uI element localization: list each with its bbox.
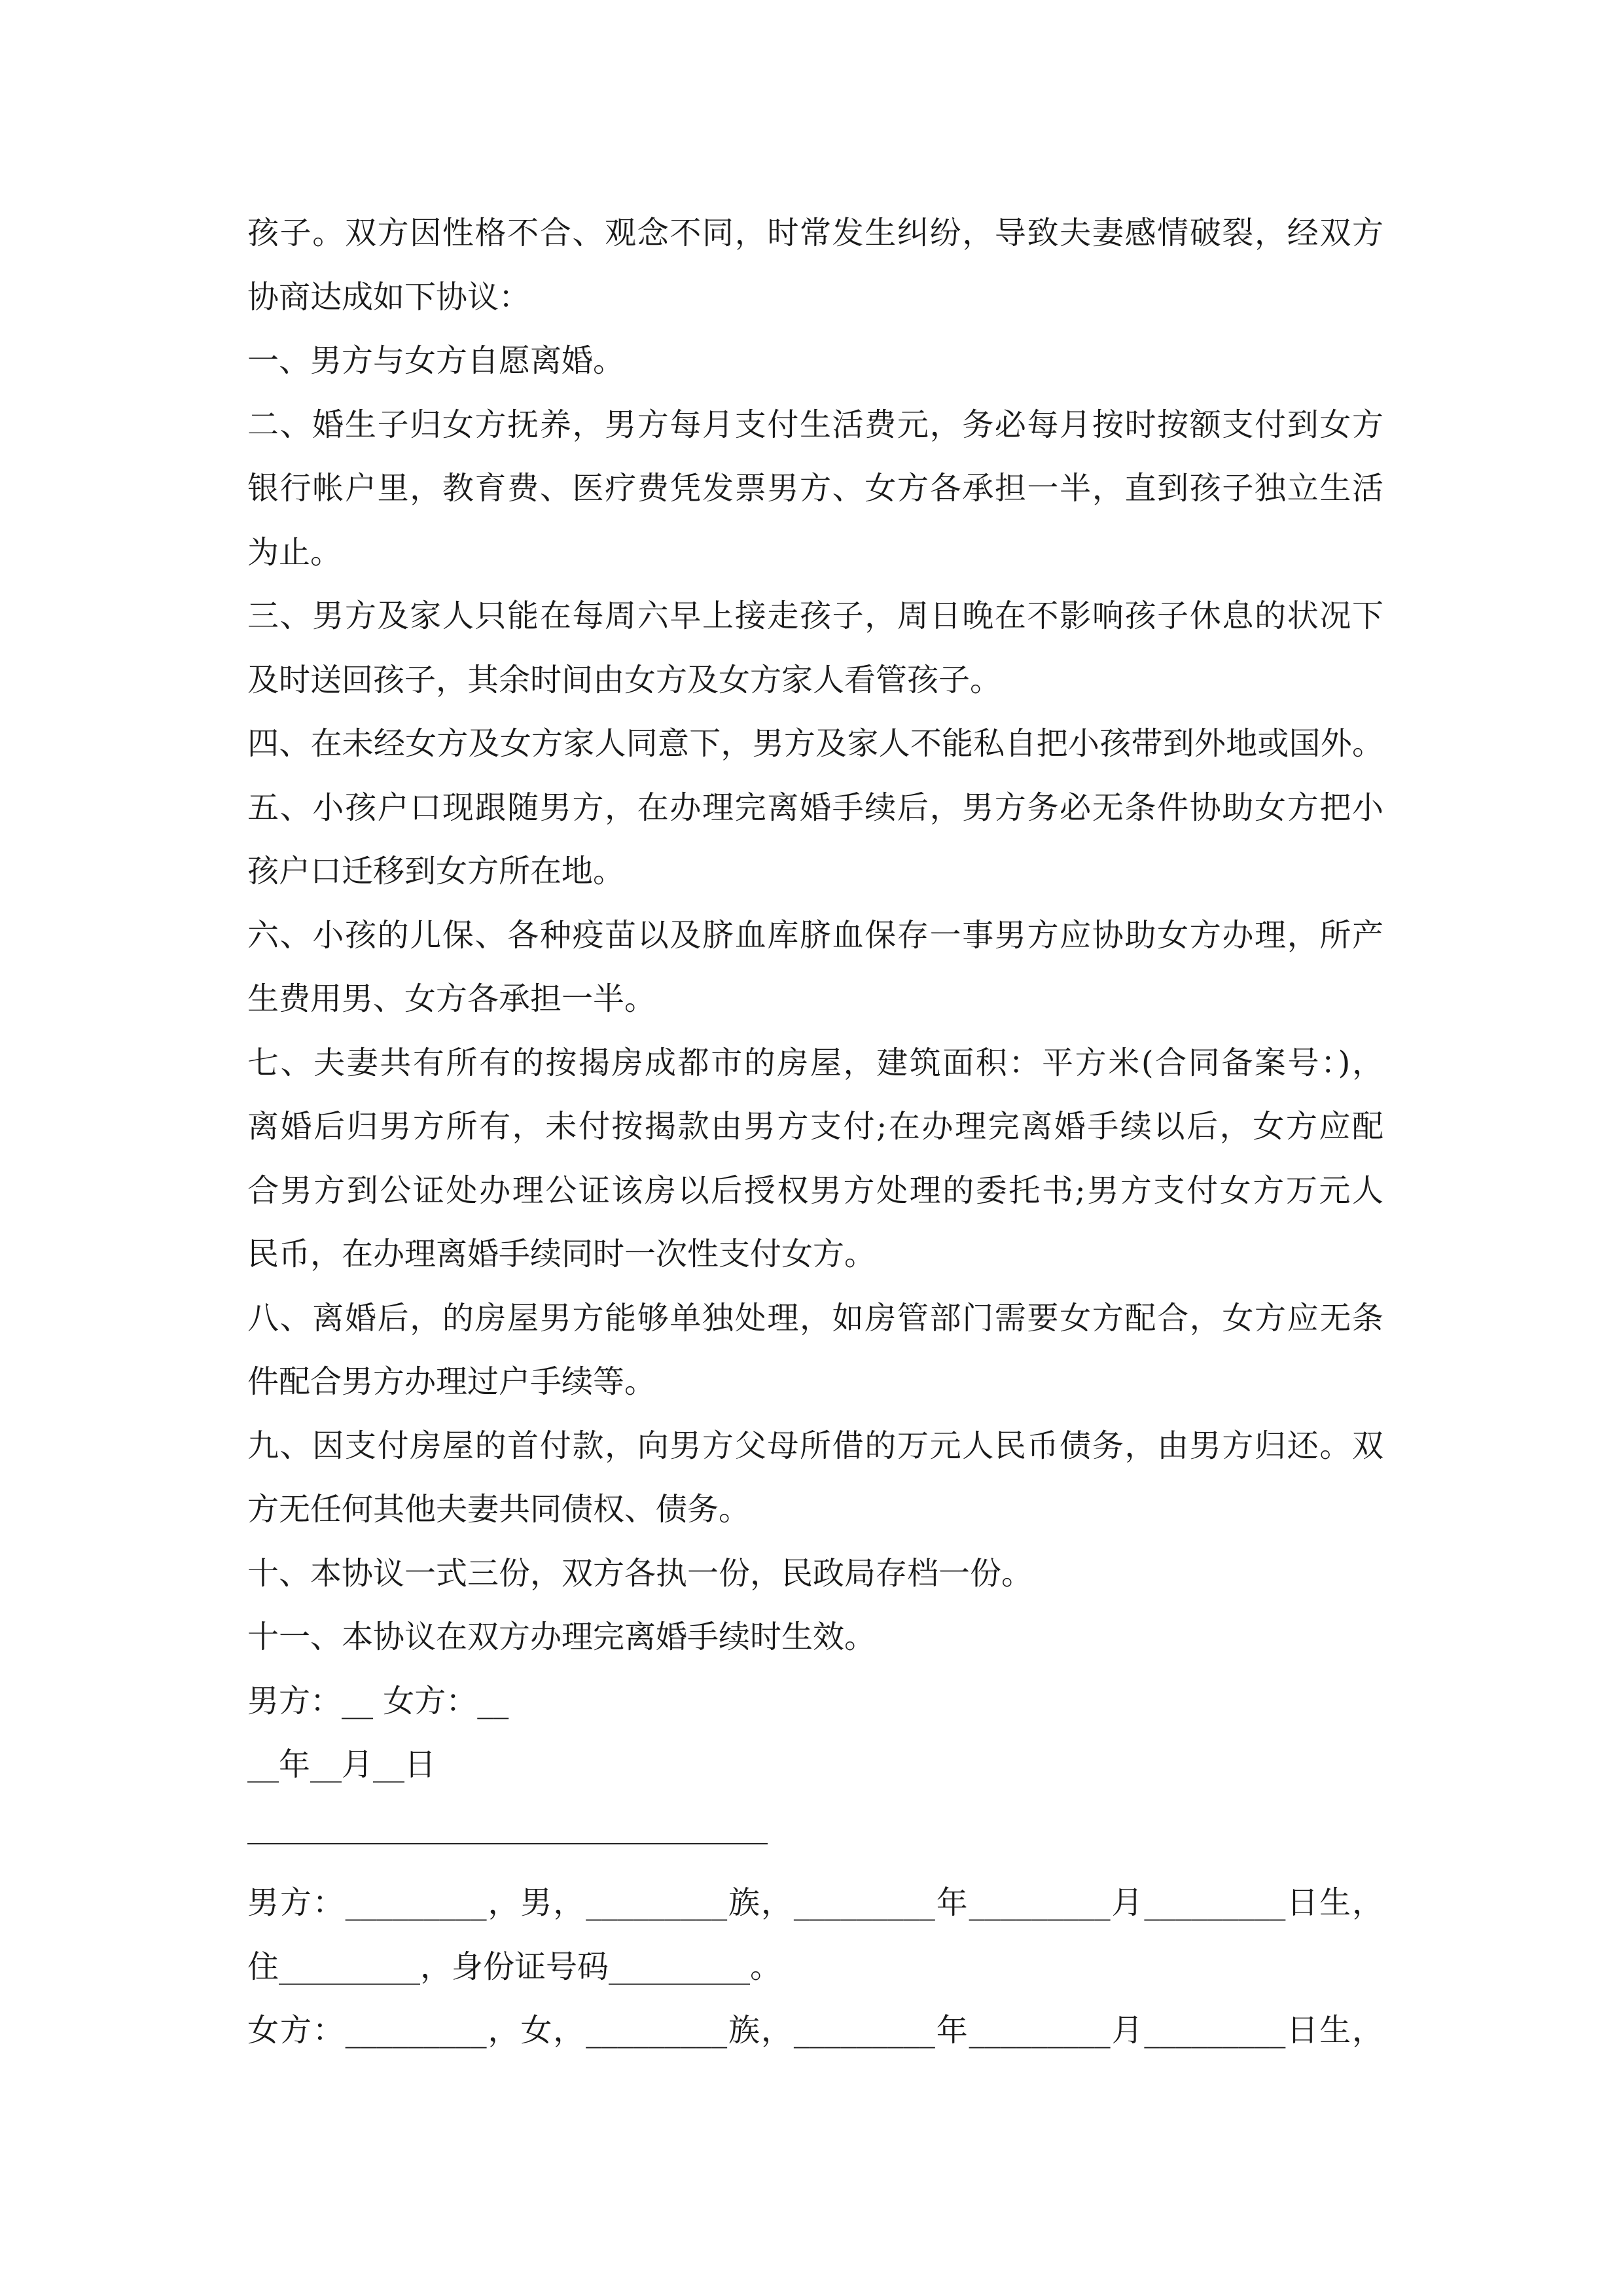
clause-line: 男方：__ 女方：__ (247, 1682, 509, 1719)
clause-line: 八、离婚后，的房屋男方能够单独处理，如房管部门需要女方配合，女方应无条 (247, 1299, 1383, 1336)
agreement-body (247, 202, 1383, 2063)
clause-line: 二、婚生子归女方抚养，男方每月支付生活费元，务必每月按时按额支付到女方 (247, 406, 1383, 443)
clause-line: __年__月__日 (247, 1746, 437, 1783)
party-info-form (247, 1871, 1383, 2063)
clause-line: 三、男方及家人只能在每周六早上接走孩子，周日晚在不影响孩子休息的状况下 (247, 598, 1383, 634)
clause-line: 方无任何其他夫妻共同债权、债务。 (247, 1491, 751, 1528)
clause-line: 为止。 (247, 533, 342, 571)
clause-line: 九、因支付房屋的首付款，向男方父母所借的万元人民币债务，由男方归还。双 (247, 1427, 1383, 1464)
clause-line: 孩户口迁移到女方所在地。 (247, 853, 625, 889)
separator-rule (247, 1843, 768, 1844)
clause-line: 五、小孩户口现跟随男方，在办理完离婚手续后，男方务必无条件协助女方把小 (247, 789, 1383, 826)
agreement-clauses (247, 202, 1383, 1797)
clause-line: 民币，在办理离婚手续同时一次性支付女方。 (247, 1236, 876, 1272)
clause-line: 离婚后归男方所有，未付按揭款由男方支付;在办理完离婚手续以后，女方应配 (247, 1108, 1383, 1145)
clause-line: 协商达成如下协议： (247, 278, 531, 315)
clause-line: 生费用男、女方各承担一半。 (247, 980, 656, 1017)
clause-line: 四、在未经女方及女方家人同意下，男方及家人不能私自把小孩带到外地或国外。 (247, 725, 1383, 762)
clause-line: 六、小孩的儿保、各种疫苗以及脐血库脐血保存一事男方应协助女方办理，所产 (247, 916, 1383, 954)
clause-line: 十、本协议一式三份，双方各执一份，民政局存档一份。 (247, 1554, 1033, 1592)
form-line: 住_________，身份证号码_________。 (247, 1948, 782, 1985)
clause-line: 孩子。双方因性格不合、观念不同，时常发生纠纷，导致夫妻感情破裂，经双方 (247, 215, 1383, 251)
clause-line: 银行帐户里，教育费、医疗费凭发票男方、女方各承担一半，直到孩子独立生活 (247, 470, 1383, 507)
clause-line: 一、男方与女方自愿离婚。 (247, 342, 625, 379)
separator-gap (247, 1861, 1383, 1871)
clause-line: 及时送回孩子，其余时间由女方及女方家人看管孩子。 (247, 661, 1002, 698)
clause-line: 件配合男方办理过户手续等。 (247, 1363, 656, 1400)
clause-line: 合男方到公证处办理公证该房以后授权男方处理的委托书;男方支付女方万元人 (247, 1172, 1383, 1209)
form-line: 男方：_________，男，_________族，_________年_________月_________日生， (247, 1884, 1383, 1921)
form-line: 女方：_________，女，_________族，_________年_________月_________日生， (247, 2012, 1383, 2049)
clause-line: 七、夫妻共有所有的按揭房成都市的房屋，建筑面积：平方米(合同备案号：)， (247, 1044, 1383, 1081)
clause-line: 十一、本协议在双方办理完离婚手续时生效。 (247, 1619, 876, 1655)
separator-line (247, 1797, 1383, 1861)
